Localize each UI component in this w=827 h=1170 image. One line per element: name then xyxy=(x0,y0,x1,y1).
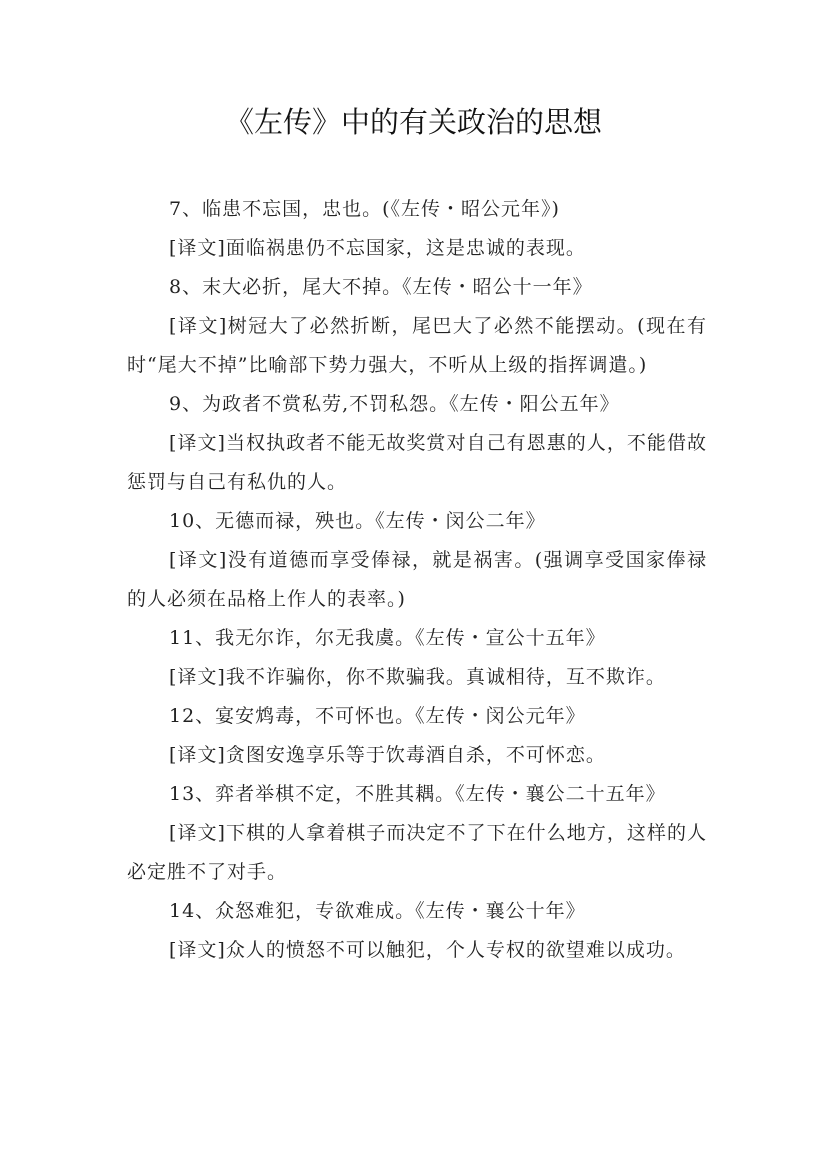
paragraph-quote-12: 12、宴安鸩毒，不可怀也。《左传・闵公元年》 xyxy=(169,705,586,727)
paragraph-quote-7: 7、临患不忘国，忠也。(《左传・昭公元年》) xyxy=(169,198,560,220)
paragraph-translation-12: [译文]贪图安逸享乐等于饮毒酒自杀，不可怀恋。 xyxy=(169,744,606,766)
document-title: 《左传》中的有关政治的思想 xyxy=(224,105,602,139)
paragraph-quote-9: 9、为政者不赏私劳,不罚私怨。《左传・阳公五年》 xyxy=(169,393,620,415)
paragraph-translation-10: [译文]没有道德而享受俸禄，就是祸害。(强调享受国家俸禄的人必须在品格上作人的表率。) xyxy=(127,549,707,610)
paragraph-translation-11: [译文]我不诈骗你，你不欺骗我。真诚相待，互不欺诈。 xyxy=(169,666,666,688)
document-body xyxy=(127,190,707,970)
paragraph-quote-14: 14、众怒难犯，专欲难成。《左传・襄公十年》 xyxy=(169,900,586,922)
paragraph-translation-7: [译文]面临祸患仍不忘国家，这是忠诚的表现。 xyxy=(169,237,586,259)
paragraph-translation-13: [译文]下棋的人拿着棋子而决定不了下在什么地方，这样的人必定胜不了对手。 xyxy=(127,822,707,883)
paragraph-quote-8: 8、末大必折，尾大不掉。《左传・昭公十一年》 xyxy=(169,276,593,298)
paragraph-translation-9: [译文]当权执政者不能无故奖赏对自己有恩惠的人，不能借故惩罚与自己有私仇的人。 xyxy=(127,432,707,493)
paragraph-quote-13: 13、弈者举棋不定，不胜其耦。《左传・襄公二十五年》 xyxy=(169,783,666,805)
paragraph-translation-8: [译文]树冠大了必然折断，尾巴大了必然不能摆动。(现在有时“尾大不掉”比喻部下势力强大，不听从上级的指挥调遣。) xyxy=(127,315,707,376)
paragraph-quote-11: 11、我无尔诈，尔无我虞。《左传・宣公十五年》 xyxy=(169,627,606,649)
paragraph-translation-14: [译文]众人的愤怒不可以触犯，个人专权的欲望难以成功。 xyxy=(169,939,686,961)
paragraph-quote-10: 10、无德而禄，殃也。《左传・闵公二年》 xyxy=(169,510,546,532)
